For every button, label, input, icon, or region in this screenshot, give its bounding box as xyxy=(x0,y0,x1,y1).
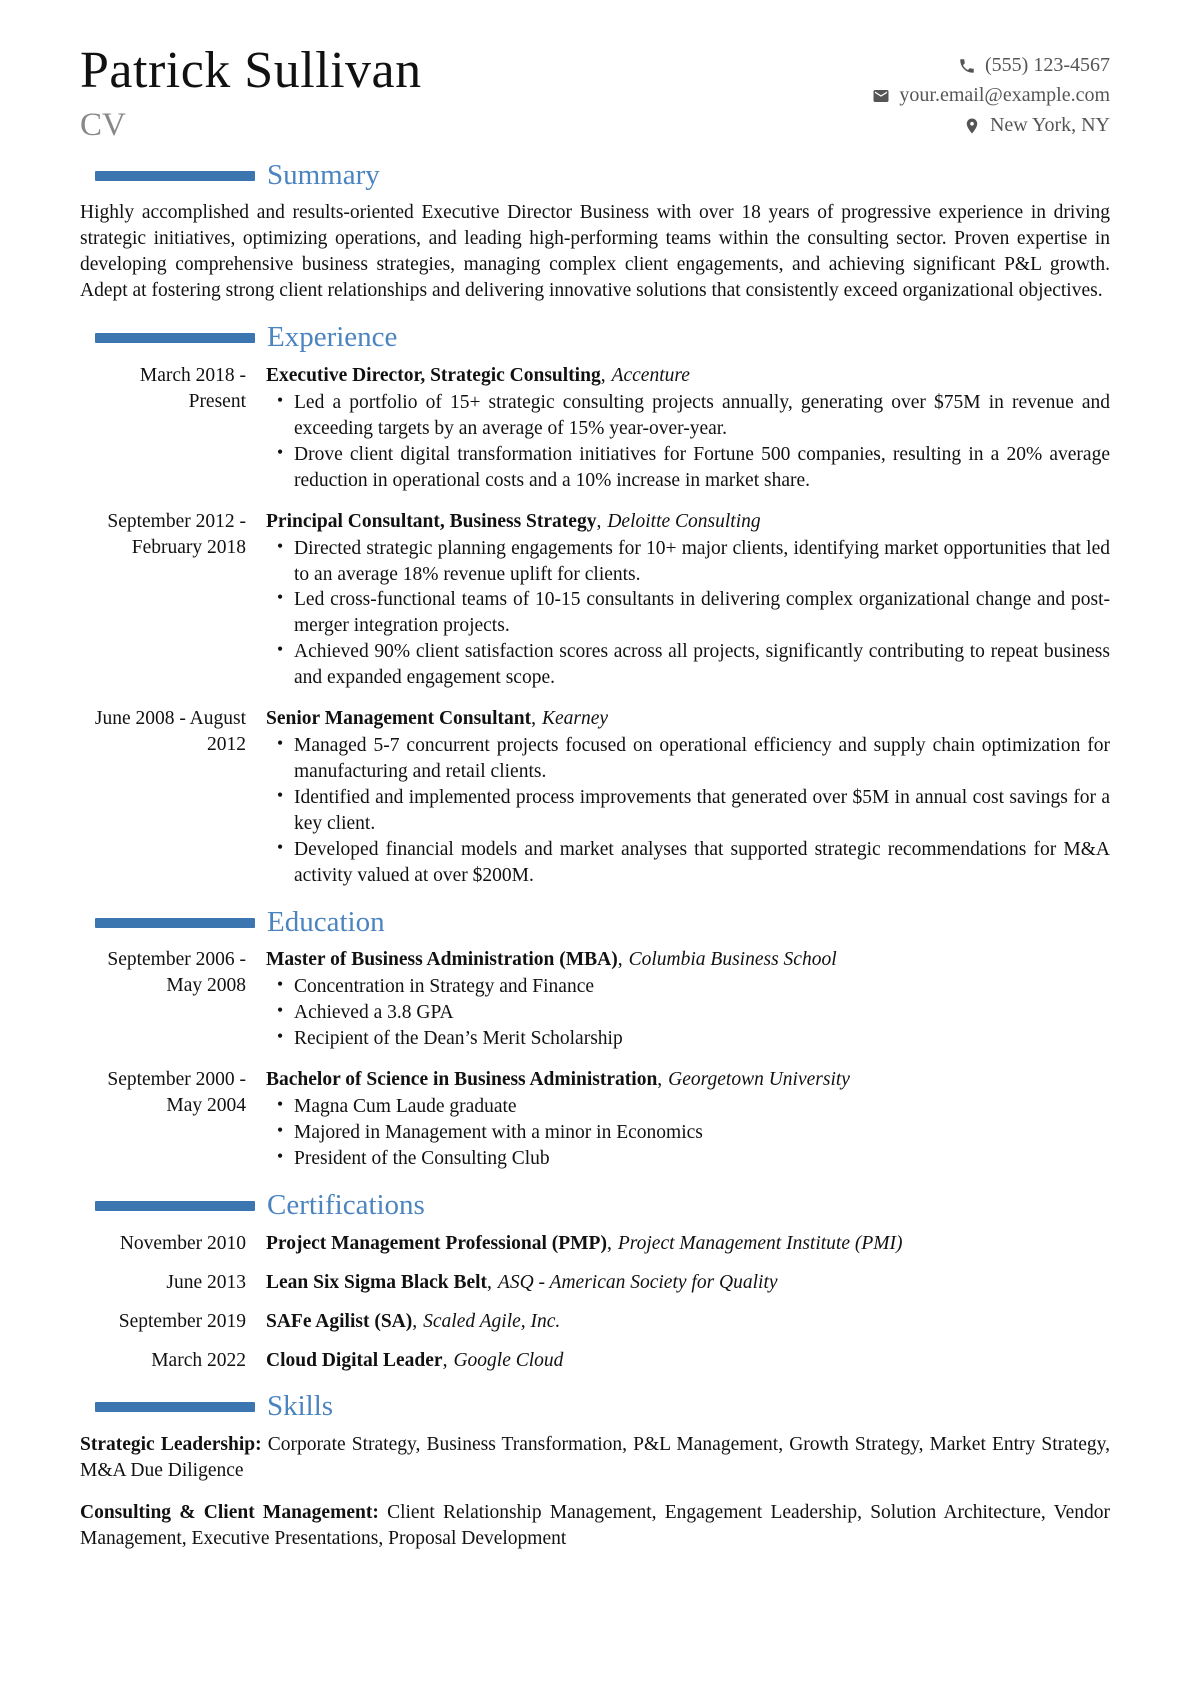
section-header-education xyxy=(80,907,1110,939)
skill-group xyxy=(80,1432,1110,1484)
phone-number: (555) 123-4567 xyxy=(985,54,1110,76)
comma-separator xyxy=(601,365,612,386)
section-title-education: Education xyxy=(267,905,385,938)
comma-separator xyxy=(618,949,629,970)
certification-name: SAFe Agilist (SA) xyxy=(266,1310,413,1332)
bullet-list xyxy=(266,733,1110,889)
certification-entry xyxy=(80,1231,1110,1257)
entry-title xyxy=(266,706,1110,732)
entry-title xyxy=(266,1309,1110,1335)
entry-title xyxy=(266,363,1110,389)
experience-entry xyxy=(80,363,1110,494)
entry-title xyxy=(266,509,1110,535)
entry-dates: November 2010 xyxy=(119,1232,246,1254)
bullet-list xyxy=(266,390,1110,494)
comma-separator xyxy=(657,1069,668,1090)
comma-separator xyxy=(531,708,542,729)
email-address: your.email@example.com xyxy=(899,84,1110,106)
header-left xyxy=(80,44,422,142)
contact-location xyxy=(963,114,1110,137)
section-title-skills: Skills xyxy=(267,1390,334,1423)
entry-dates: March 2018 - Present xyxy=(139,365,246,412)
section-header-certifications xyxy=(80,1190,1110,1222)
company-name: Kearney xyxy=(541,708,609,730)
job-role: Executive Director, Strategic Consulting xyxy=(266,365,601,387)
section-education xyxy=(80,907,1110,1172)
bullet-list xyxy=(266,1094,1110,1172)
comma-separator xyxy=(412,1311,423,1332)
contact-email xyxy=(872,84,1110,107)
section-header-experience xyxy=(80,322,1110,354)
skill-group-items: Client Relationship Management, Engagement Leadership, Solution Architecture, Vendor Management, Executive Presentations, Proposal Development xyxy=(80,1502,1110,1550)
entry-body xyxy=(266,706,1110,888)
bullet-item: • Led cross-functional teams of 10-15 consultants in delivering complex organizational change and post-merger integration projects. xyxy=(294,587,1110,639)
entry-dates: September 2006 - May 2008 xyxy=(107,949,246,997)
comma-separator xyxy=(443,1350,454,1371)
certification-name: Cloud Digital Leader xyxy=(266,1349,443,1371)
entry-dates: June 2013 xyxy=(166,1271,246,1293)
skill-group-items: Corporate Strategy, Business Transformation, P&L Management, Growth Strategy, Market Entry Strategy, M&A Due Diligence xyxy=(80,1434,1110,1482)
skill-group-label: Strategic Leadership: xyxy=(80,1434,262,1456)
summary-text: Highly accomplished and results-oriented Executive Director Business with over 18 years of progressive experience in driving strategic initiatives, optimizing operations, and leading high-performing teams within the consulting sector. Proven expertise in developing comprehensive business strategies, managing complex client engagements, and achieving significant P&L growth. Adept at fostering strong client relationships and delivering innovative solutions that consistently exceed organizational objectives. xyxy=(80,202,1110,302)
bullet-item: • Achieved 90% client satisfaction scores across all projects, significantly contributing to repeat business and expanded engagement scope. xyxy=(294,639,1110,691)
bullet-item: • Developed financial models and market analyses that supported strategic recommendations for M&A activity valued at over $200M. xyxy=(294,837,1110,889)
entry-body xyxy=(266,509,1110,691)
bullet-item: • President of the Consulting Club xyxy=(294,1146,1110,1172)
bullet-item: • Majored in Management with a minor in Economics xyxy=(294,1120,1110,1146)
entry-dates: June 2008 - August 2012 xyxy=(94,708,246,756)
entry-body xyxy=(266,1067,1110,1172)
bullet-item: • Achieved a 3.8 GPA xyxy=(294,1000,1110,1026)
degree-name: Master of Business Administration (MBA) xyxy=(266,949,618,971)
comma-separator xyxy=(607,1233,618,1254)
bullet-item: • Magna Cum Laude graduate xyxy=(294,1094,1110,1120)
certification-name: Lean Six Sigma Black Belt xyxy=(266,1271,488,1293)
comma-separator xyxy=(596,511,607,532)
entry-title xyxy=(266,1067,1110,1093)
job-role: Senior Management Consultant xyxy=(266,708,532,730)
location-text: New York, NY xyxy=(989,114,1110,136)
certification-name: Project Management Professional (PMP) xyxy=(266,1232,607,1254)
experience-entry xyxy=(80,706,1110,888)
issuer-name: Project Management Institute (PMI) xyxy=(617,1232,903,1254)
section-certifications xyxy=(80,1190,1110,1374)
entry-dates: September 2012 - February 2018 xyxy=(107,510,246,558)
section-title-certifications: Certifications xyxy=(267,1188,425,1221)
section-rule xyxy=(95,171,255,181)
bullet-item: • Directed strategic planning engagements for 10+ major clients, identifying market opportunities that led to an average 18% revenue uplift for clients. xyxy=(294,536,1110,588)
contact-phone xyxy=(958,54,1110,77)
phone-icon xyxy=(958,57,976,75)
experience-entry xyxy=(80,509,1110,691)
bullet-list xyxy=(266,974,1110,1052)
entry-title xyxy=(266,1270,1110,1296)
entry-title xyxy=(266,1348,1110,1374)
person-name: Patrick Sullivan xyxy=(80,42,422,99)
certification-entry xyxy=(80,1309,1110,1335)
education-entry xyxy=(80,1067,1110,1172)
section-rule xyxy=(95,333,255,343)
section-rule xyxy=(95,918,255,928)
section-header-summary xyxy=(80,160,1110,192)
section-header-skills xyxy=(80,1391,1110,1423)
skill-group xyxy=(80,1500,1110,1552)
section-title-experience: Experience xyxy=(267,321,398,354)
entry-title xyxy=(266,1231,1110,1257)
issuer-name: Scaled Agile, Inc. xyxy=(423,1310,561,1332)
bullet-item: • Concentration in Strategy and Finance xyxy=(294,974,1110,1000)
section-skills xyxy=(80,1391,1110,1552)
entry-dates: March 2022 xyxy=(151,1349,246,1371)
job-role: Principal Consultant, Business Strategy xyxy=(266,510,597,532)
bullet-list xyxy=(266,536,1110,692)
entry-title xyxy=(266,947,1110,973)
section-rule xyxy=(95,1402,255,1412)
entry-dates: September 2019 xyxy=(118,1310,246,1332)
skill-group-label: Consulting & Client Management: xyxy=(80,1502,379,1524)
school-name: Columbia Business School xyxy=(628,949,837,971)
bullet-item: • Identified and implemented process improvements that generated over $5M in annual cost savings for a key client. xyxy=(294,785,1110,837)
company-name: Deloitte Consulting xyxy=(607,510,761,532)
bullet-item: • Managed 5-7 concurrent projects focused on operational efficiency and supply chain optimization for manufacturing and retail clients. xyxy=(294,733,1110,785)
section-title-summary: Summary xyxy=(267,158,380,191)
map-marker-icon xyxy=(963,117,981,135)
education-entry xyxy=(80,947,1110,1052)
comma-separator xyxy=(487,1272,498,1293)
section-summary xyxy=(80,160,1110,305)
section-experience xyxy=(80,322,1110,888)
degree-name: Bachelor of Science in Business Administration xyxy=(266,1069,658,1091)
cv-header xyxy=(80,44,1110,142)
bullet-item: • Drove client digital transformation initiatives for Fortune 500 companies, resulting in a 20% average reduction in operational costs and a 10% increase in market share. xyxy=(294,442,1110,494)
issuer-name: Google Cloud xyxy=(453,1349,564,1371)
bullet-item: • Recipient of the Dean’s Merit Scholarship xyxy=(294,1026,1110,1052)
certification-entry xyxy=(80,1270,1110,1296)
cv-subtitle: CV xyxy=(80,106,126,143)
school-name: Georgetown University xyxy=(668,1069,850,1091)
section-rule xyxy=(95,1201,255,1211)
issuer-name: ASQ - American Society for Quality xyxy=(497,1271,778,1293)
certification-entry xyxy=(80,1348,1110,1374)
envelope-icon xyxy=(872,87,890,105)
bullet-item: • Led a portfolio of 15+ strategic consulting projects annually, generating over $75M in revenue and exceeding targets by an average of 15% year-over-year. xyxy=(294,390,1110,442)
entry-body xyxy=(266,947,1110,1052)
entry-body xyxy=(266,363,1110,494)
entry-dates: September 2000 - May 2004 xyxy=(107,1069,246,1117)
contact-block xyxy=(872,54,1110,137)
company-name: Accenture xyxy=(611,365,690,387)
